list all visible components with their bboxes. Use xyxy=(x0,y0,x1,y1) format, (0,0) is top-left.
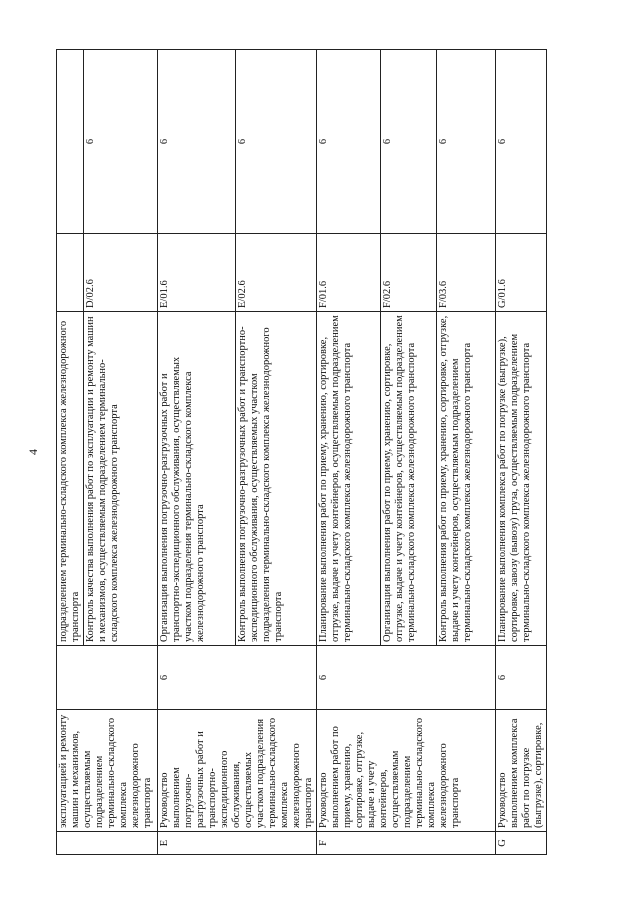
labor-function-name: подразделением терминально-складского комплекса железнодорожного транспорта xyxy=(57,312,84,646)
functions-table xyxy=(56,49,547,855)
qualification-level xyxy=(57,646,158,710)
labor-function-code: G/01.6 xyxy=(496,234,547,312)
qualification-level: 6 xyxy=(158,646,317,710)
labor-function-name: Планирование выполнения комплекса работ по погрузке (выгрузке), сортировке, завозу (вывозу) груза, осуществляемым подразделением терминально-складского комплекса железнодорожного транспорта xyxy=(496,312,547,646)
rotated-table-block xyxy=(26,50,583,855)
labor-function-code: E/01.6 xyxy=(158,234,236,312)
labor-function-name: Организация выполнения работ по приему, хранению, сортировке, отгрузке, выдаче и учету контейнеров, осуществляемым подразделением терминально-складского комплекса железнодорожного транспорта xyxy=(381,312,437,646)
labor-function-name: Контроль выполнения работ по приему, хранению, сортировке, отгрузке, выдаче и учету контейнеров, осуществляемым подразделением терминально-складского комплекса железнодорожного транспорта xyxy=(437,312,496,646)
labor-function-level: 6 xyxy=(158,50,236,234)
labor-function-level: 6 xyxy=(496,50,547,234)
labor-function-code: E/02.6 xyxy=(236,234,317,312)
page-number: 4 xyxy=(26,449,40,455)
function-group-name: Руководство выполнением комплекса работ по погрузке (выгрузке), сортировке, xyxy=(496,710,547,832)
labor-function-level: 6 xyxy=(236,50,317,234)
labor-function-level: 6 xyxy=(84,50,158,234)
labor-function-name: Контроль качества выполнения работ по эксплуатации и ремонту машин и механизмов, осуществляемым подразделением терминально-складского комплекса железнодорожного транспорта xyxy=(84,312,158,646)
labor-function-name: Контроль выполнения погрузочно-разгрузочных работ и транспортно-экспедиционного обслуживания, осуществляемых участком подразделения терминально-складского комплекса железнодорожного транспорта xyxy=(236,312,317,646)
table-row xyxy=(57,50,84,855)
function-group-letter xyxy=(57,832,158,855)
function-group-letter: E xyxy=(158,832,317,855)
labor-function-code xyxy=(57,234,84,312)
labor-function-code: D/02.6 xyxy=(84,234,158,312)
function-group-letter: G xyxy=(496,832,547,855)
table-row xyxy=(158,50,236,855)
table-body xyxy=(57,50,547,855)
function-group-name: Руководство выполнением погрузочно-разгрузочных работ и транспортно-экспедиционного обслуживания, осуществляемых участком подразделения терминально-складского комплекса железнодорожного транспорта xyxy=(158,710,317,832)
labor-function-level: 6 xyxy=(317,50,381,234)
table-row xyxy=(317,50,381,855)
table-row xyxy=(496,50,547,855)
labor-function-level xyxy=(57,50,84,234)
function-group-name: Руководство выполнением работ по приему, хранению, сортировке, отгрузке, выдаче и учету контейнеров, осуществляемым подразделением терминально-складского комплекса железнодорожного транспорта xyxy=(317,710,496,832)
qualification-level: 6 xyxy=(496,646,547,710)
function-group-letter: F xyxy=(317,832,496,855)
labor-function-code: F/02.6 xyxy=(381,234,437,312)
labor-function-code: F/01.6 xyxy=(317,234,381,312)
labor-function-level: 6 xyxy=(437,50,496,234)
qualification-level: 6 xyxy=(317,646,496,710)
labor-function-name: Планирование выполнения работ по приему, хранению, сортировке, отгрузке, выдаче и учету контейнеров, осуществляемым подразделением терминально-складского комплекса железнодорожного транспорта xyxy=(317,312,381,646)
labor-function-name: Организация выполнения погрузочно-разгрузочных работ и транспортно-экспедиционного обслуживания, осуществляемых участком подразделения терминально-складского комплекса железнодорожного транспорта xyxy=(158,312,236,646)
function-group-name: эксплуатацией и ремонту машин и механизмов, осуществляемым подразделением терминально-складского комплекса железнодорожного транспорта xyxy=(57,710,158,832)
labor-function-level: 6 xyxy=(381,50,437,234)
labor-function-code: F/03.6 xyxy=(437,234,496,312)
